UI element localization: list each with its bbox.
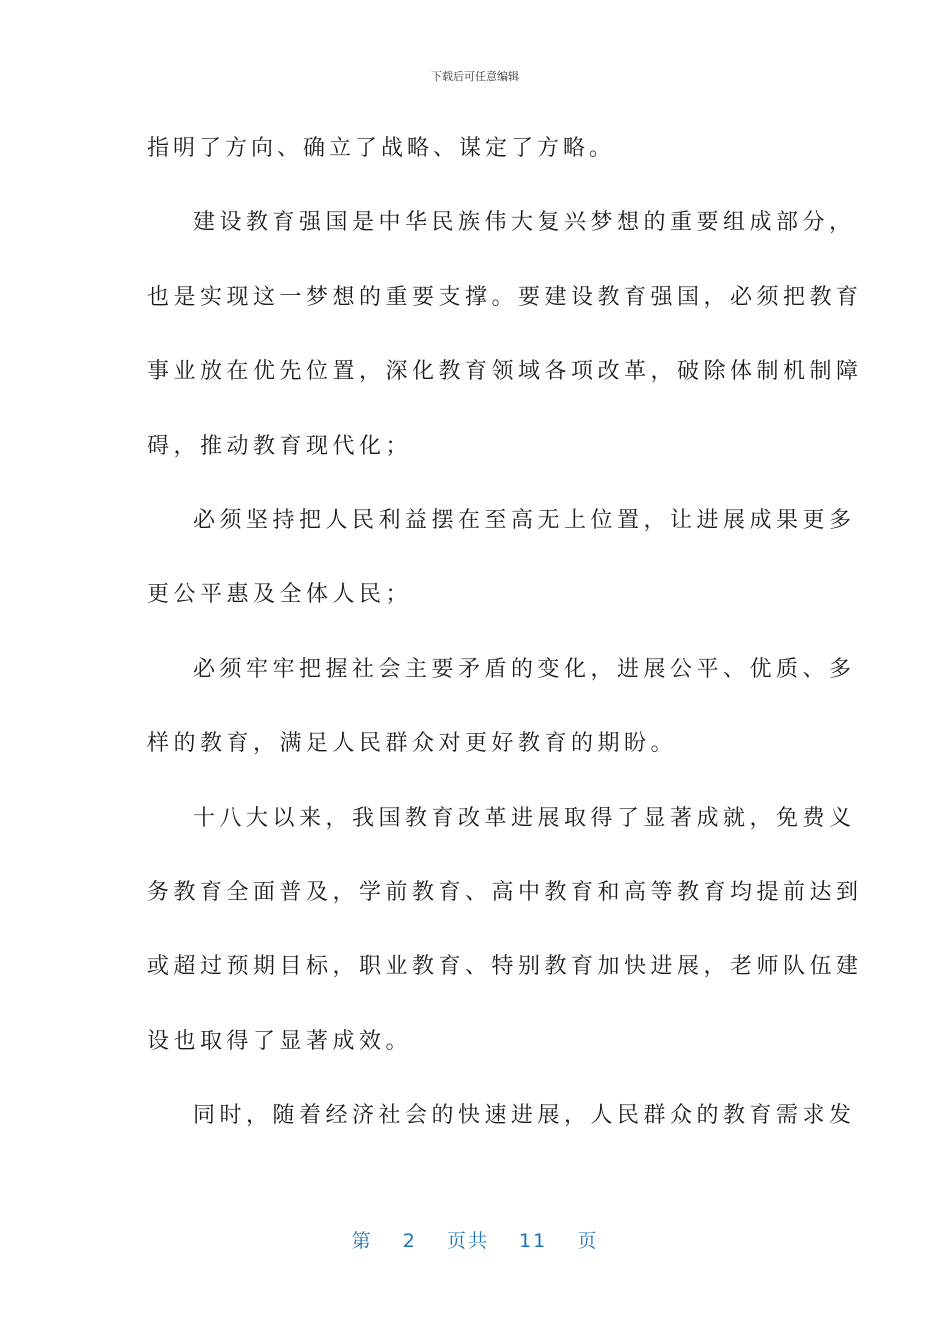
footer-prefix: 第 xyxy=(351,1230,373,1252)
paragraph-start: 十八大以来，我国教育改革进展取得了显著成就，免费义 xyxy=(193,805,856,831)
text-line: 设也取得了显著成效。 xyxy=(147,1028,413,1054)
text-line: 或超过预期目标，职业教育、特别教育加快进展，老师队伍建 xyxy=(147,954,863,980)
footer-middle: 页共 xyxy=(446,1230,489,1252)
text-line: 更公平惠及全体人民； xyxy=(147,582,413,608)
text-line: 指明了方向、确立了战略、谋定了方略。 xyxy=(147,136,616,161)
text-line: 也是实现这一梦想的重要支撑。要建设教育强国，必须把教育 xyxy=(147,284,863,310)
page-header: 下载后可任意编辑 xyxy=(431,70,519,83)
page-number: 2 xyxy=(402,1230,417,1252)
text-line: 碍，推动教育现代化； xyxy=(147,433,413,459)
paragraph-start: 必须坚持把人民利益摆在至高无上位置，让进展成果更多 xyxy=(193,507,856,533)
footer-suffix: 页 xyxy=(577,1230,599,1252)
text-line: 务教育全面普及，学前教育、高中教育和高等教育均提前达到 xyxy=(147,879,863,905)
text-line: 样的教育，满足人民群众对更好教育的期盼。 xyxy=(147,731,678,757)
paragraph-start: 同时，随着经济社会的快速进展，人民群众的教育需求发 xyxy=(193,1103,856,1129)
paragraph-start: 必须牢牢把握社会主要矛盾的变化，进展公平、优质、多 xyxy=(193,656,856,682)
document-body xyxy=(147,130,863,1171)
paragraph-start: 建设教育强国是中华民族伟大复兴梦想的重要组成部分， xyxy=(193,210,856,236)
page-total: 11 xyxy=(519,1230,548,1252)
text-line: 事业放在优先位置，深化教育领域各项改革，破除体制机制障 xyxy=(147,359,863,385)
page-footer xyxy=(0,1226,950,1253)
